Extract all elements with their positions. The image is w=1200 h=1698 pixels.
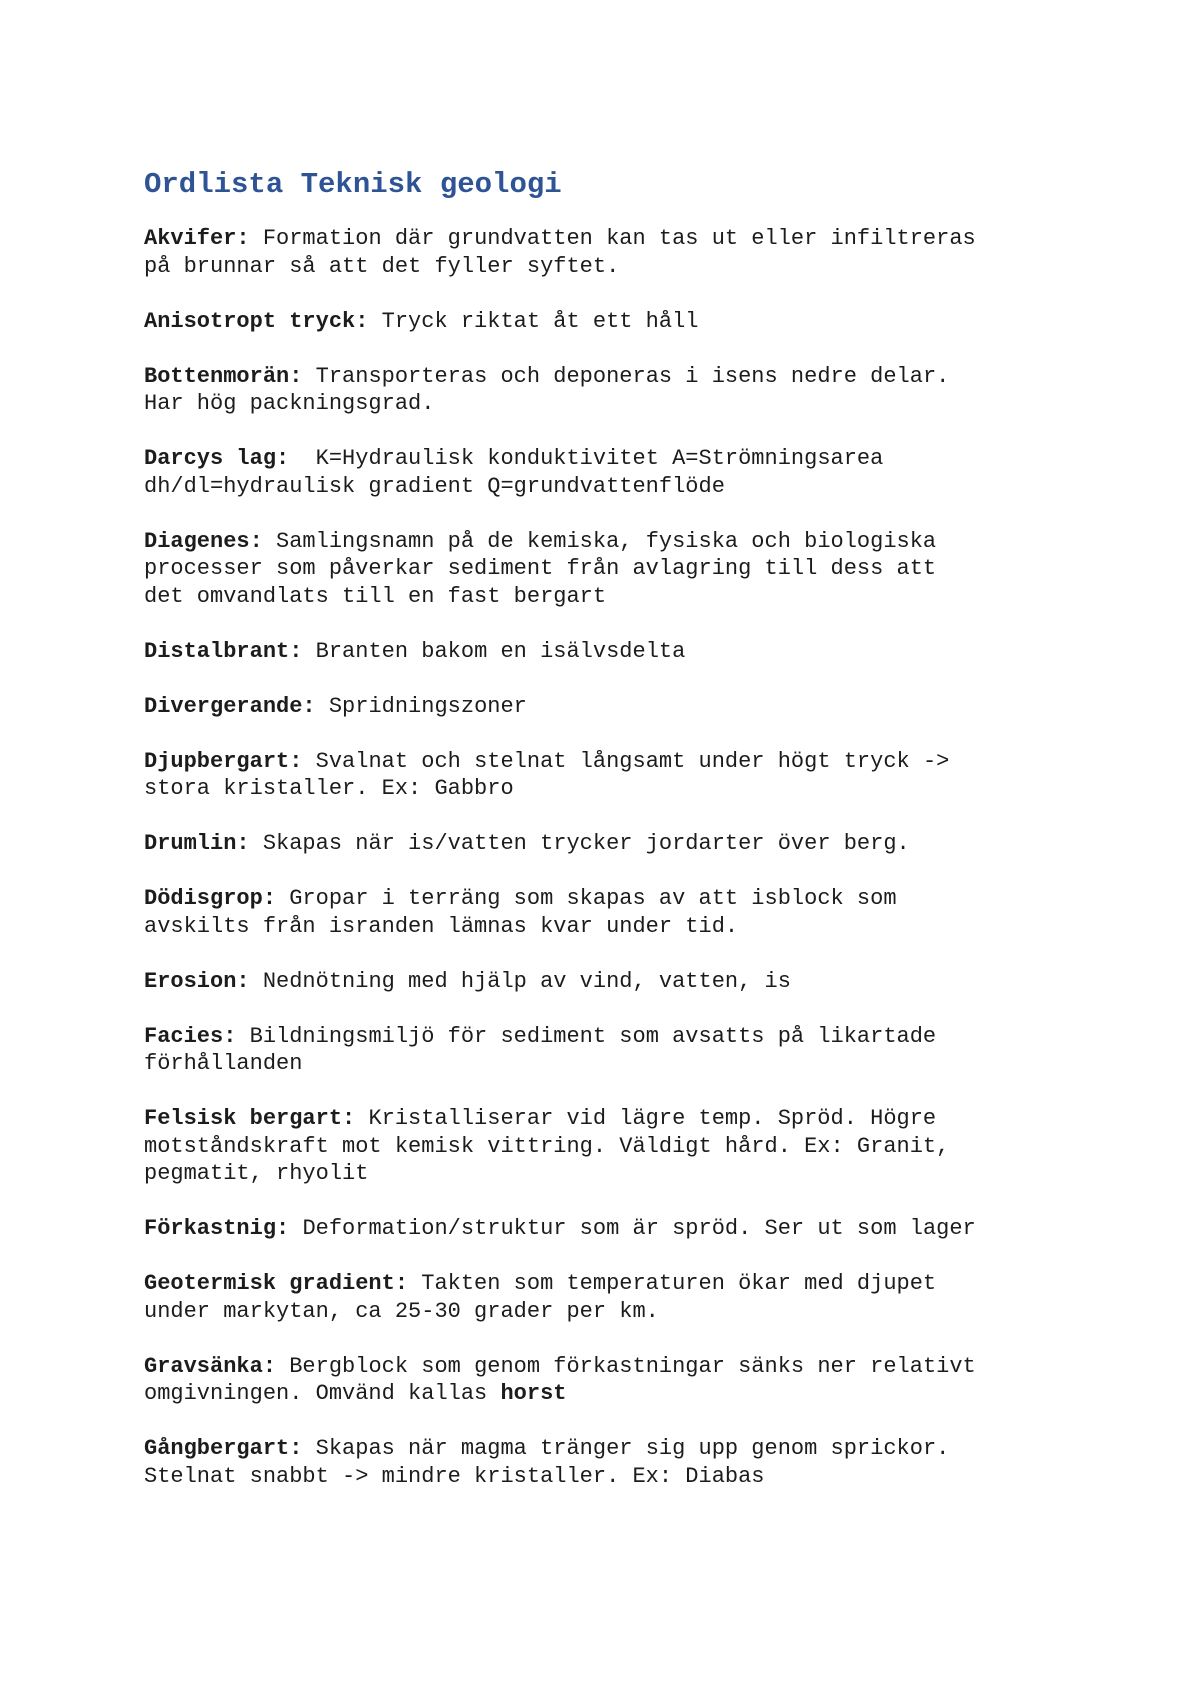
glossary-definition-line: förhållanden	[144, 1051, 303, 1076]
glossary-entry	[144, 885, 1104, 940]
glossary-term: Distalbrant:	[144, 638, 303, 664]
glossary-definition-line: på brunnar så att det fyller syftet.	[144, 253, 620, 279]
glossary-term: Drumlin:	[144, 831, 250, 856]
glossary-entry	[144, 1023, 1104, 1078]
glossary-definition-line: Har hög packningsgrad.	[144, 391, 435, 416]
glossary-term: Dödisgrop:	[144, 886, 277, 911]
glossary-entry	[144, 363, 1104, 418]
glossary-definition-line: Skapas när is/vatten trycker jordarter över berg.	[262, 831, 910, 856]
glossary-definition-line: stora kristaller. Ex: Gabbro	[144, 776, 514, 801]
glossary-entry	[144, 528, 1104, 611]
glossary-entry	[144, 225, 1104, 280]
glossary-entry	[144, 830, 1104, 858]
glossary-entry	[144, 445, 1104, 500]
glossary-definition-line: motståndskraft mot kemisk vittring. Väldigt hård. Ex: Granit,	[144, 1133, 950, 1159]
glossary-definition-line: Tryck riktat åt ett håll	[381, 308, 699, 334]
glossary-definition-line: Deformation/struktur som är spröd. Ser ut som lager	[302, 1216, 976, 1241]
glossary-definition-line: Takten som temperaturen ökar med djupet	[421, 1271, 937, 1296]
glossary-term: Akvifer:	[144, 226, 250, 251]
glossary-term: Djupbergart:	[144, 748, 303, 774]
glossary-definition-line: under markytan, ca 25-30 grader per km.	[144, 1298, 659, 1324]
glossary-definition-line: Bildningsmiljö för sediment som avsatts på likartade	[249, 1023, 937, 1049]
glossary-definition-line: Samlingsnamn på de kemiska, fysiska och biologiska	[276, 528, 937, 554]
glossary-term: Felsisk bergart:	[144, 1106, 356, 1131]
glossary-entry	[144, 968, 1104, 996]
glossary-term: Divergerande:	[144, 693, 316, 719]
glossary-term: Gravsänka:	[144, 1353, 277, 1379]
glossary-definition-line: avskilts från isranden lämnas kvar under tid.	[144, 913, 739, 939]
glossary-definition-line: omgivningen. Omvänd kallas	[144, 1381, 501, 1406]
glossary-entry	[144, 638, 1104, 666]
glossary-emphasis: horst	[500, 1381, 567, 1406]
glossary-term: Gångbergart:	[144, 1436, 303, 1461]
glossary-definition-line: Transporteras och deponeras i isens nedre delar.	[315, 363, 950, 389]
glossary-definition-line: Gropar i terräng som skapas av att isblock som	[289, 886, 897, 911]
glossary-term: Geotermisk gradient:	[144, 1271, 409, 1296]
glossary-list	[144, 225, 1104, 1490]
glossary-term: Bottenmorän:	[144, 363, 303, 389]
glossary-definition-line: Formation där grundvatten kan tas ut eller infiltreras	[262, 226, 976, 251]
page-title: Ordlista Teknisk geologi	[144, 168, 562, 201]
glossary-definition-line: Branten bakom en isälvsdelta	[315, 638, 686, 664]
glossary-term: Diagenes:	[144, 528, 263, 554]
glossary-definition-line: det omvandlats till en fast bergart	[144, 583, 607, 609]
glossary-definition-line: Skapas när magma tränger sig upp genom sprickor.	[315, 1436, 950, 1461]
glossary-entry	[144, 1435, 1104, 1490]
glossary-term: Anisotropt tryck:	[144, 308, 369, 334]
glossary-term: Facies:	[144, 1023, 237, 1049]
glossary-entry	[144, 1215, 1104, 1243]
glossary-definition-line: Bergblock som genom förkastningar sänks ner relativt	[289, 1353, 976, 1379]
glossary-term: Förkastnig:	[144, 1216, 290, 1241]
document-page	[144, 168, 1104, 1518]
glossary-term: Darcys lag:	[144, 446, 290, 471]
glossary-definition-line: Nednötning med hjälp av vind, vatten, is	[262, 968, 791, 994]
glossary-definition-line: processer som påverkar sediment från avlagring till dess att	[144, 556, 937, 581]
glossary-entry	[144, 308, 1104, 336]
glossary-definition-line: dh/dl=hydraulisk gradient Q=grundvattenflöde	[144, 473, 725, 499]
glossary-definition-line: Svalnat och stelnat långsamt under högt tryck ->	[315, 748, 950, 774]
glossary-entry	[144, 1270, 1104, 1325]
glossary-entry	[144, 1105, 1104, 1188]
glossary-entry	[144, 693, 1104, 721]
glossary-definition-line: Kristalliserar vid lägre temp. Spröd. Högre	[368, 1106, 937, 1131]
glossary-entry	[144, 1353, 1104, 1408]
glossary-definition-line: K=Hydraulisk konduktivitet A=Strömningsarea	[302, 446, 884, 471]
glossary-definition-line: Spridningszoner	[328, 693, 527, 719]
glossary-definition-line: pegmatit, rhyolit	[144, 1161, 369, 1186]
glossary-entry	[144, 748, 1104, 803]
glossary-term: Erosion:	[144, 968, 250, 994]
glossary-definition-line: Stelnat snabbt -> mindre kristaller. Ex: Diabas	[144, 1463, 765, 1489]
